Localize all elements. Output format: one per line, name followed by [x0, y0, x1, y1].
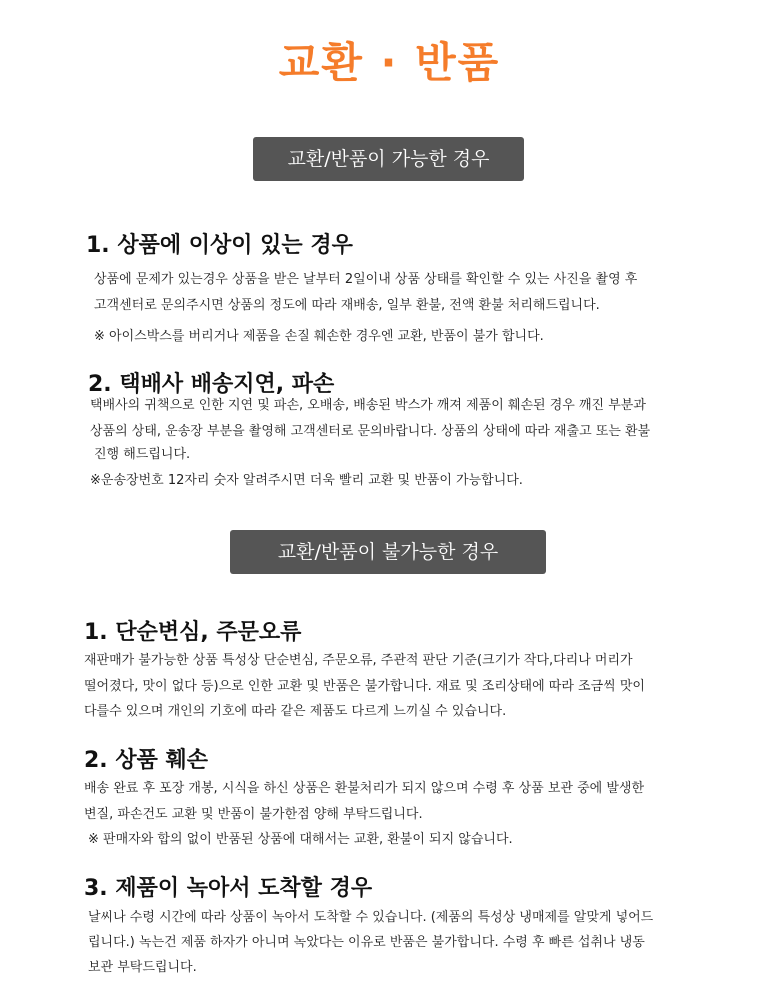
- impossible-section-3-line-3: 보관 부탁드립니다.: [88, 960, 197, 975]
- possible-section-1-line-2: 고객센터로 문의주시면 상품의 정도에 따라 재배송, 일부 환불, 전액 환불 처리해드립니다.: [94, 298, 600, 313]
- possible-section-2-line-2: 상품의 상태, 운송장 부분을 촬영해 고객센터로 문의바랍니다. 상품의 상태에 따라 재출고 또는 환불: [90, 424, 651, 439]
- possible-section-1-note: ※ 아이스박스를 버리거나 제품을 손질 훼손한 경우엔 교환, 반품이 불가 합니다.: [94, 329, 544, 344]
- impossible-section-3-heading: 3. 제품이 녹아서 도착할 경우: [84, 876, 373, 901]
- possible-cases-banner: 교환/반품이 가능한 경우: [253, 137, 524, 181]
- impossible-section-2-heading: 2. 상품 훼손: [84, 748, 208, 773]
- possible-section-2-line-4: ※운송장번호 12자리 숫자 알려주시면 더욱 빨리 교환 및 반품이 가능합니다.: [90, 473, 523, 488]
- impossible-section-2-note: ※ 판매자와 합의 없이 반품된 상품에 대해서는 교환, 환불이 되지 않습니다.: [88, 832, 513, 847]
- impossible-section-1-heading: 1. 단순변심, 주문오류: [84, 620, 302, 645]
- possible-section-2-line-1: 택배사의 귀책으로 인한 지연 및 파손, 오배송, 배송된 박스가 깨져 제품이 훼손된 경우 깨진 부분과: [90, 398, 646, 413]
- impossible-section-3-line-2: 립니다.) 녹는건 제품 하자가 아니며 녹았다는 이유로 반품은 불가합니다. 수령 후 빠른 섭취나 냉동: [88, 935, 645, 950]
- possible-section-2-line-3: 진행 해드립니다.: [94, 447, 191, 462]
- possible-section-1-heading: 1. 상품에 이상이 있는 경우: [86, 233, 353, 258]
- page-title: 교환 · 반품: [278, 38, 501, 87]
- impossible-section-2-line-2: 변질, 파손건도 교환 및 반품이 불가한점 양해 부탁드립니다.: [84, 807, 423, 822]
- impossible-section-1-line-3: 다를수 있으며 개인의 기호에 따라 같은 제품도 다르게 느끼실 수 있습니다.: [84, 704, 507, 719]
- impossible-section-3-line-1: 날씨나 수령 시간에 따라 상품이 녹아서 도착할 수 있습니다. (제품의 특성상 냉매제를 알맞게 넣어드: [88, 910, 654, 925]
- possible-section-1-line-1: 상품에 문제가 있는경우 상품을 받은 날부터 2일이내 상품 상태를 확인할 수 있는 사진을 촬영 후: [94, 272, 638, 287]
- possible-section-2-heading: 2. 택배사 배송지연, 파손: [88, 372, 335, 397]
- impossible-cases-banner: 교환/반품이 불가능한 경우: [230, 530, 546, 574]
- impossible-section-1-line-2: 떨어졌다, 맛이 없다 등)으로 인한 교환 및 반품은 불가합니다. 재료 및 조리상태에 따라 조금씩 맛이: [84, 679, 645, 694]
- impossible-section-2-line-1: 배송 완료 후 포장 개봉, 시식을 하신 상품은 환불처리가 되지 않으며 수령 후 상품 보관 중에 발생한: [84, 781, 645, 796]
- impossible-section-1-line-1: 재판매가 불가능한 상품 특성상 단순변심, 주문오류, 주관적 판단 기준(크기가 작다,다리나 머리가: [84, 653, 633, 668]
